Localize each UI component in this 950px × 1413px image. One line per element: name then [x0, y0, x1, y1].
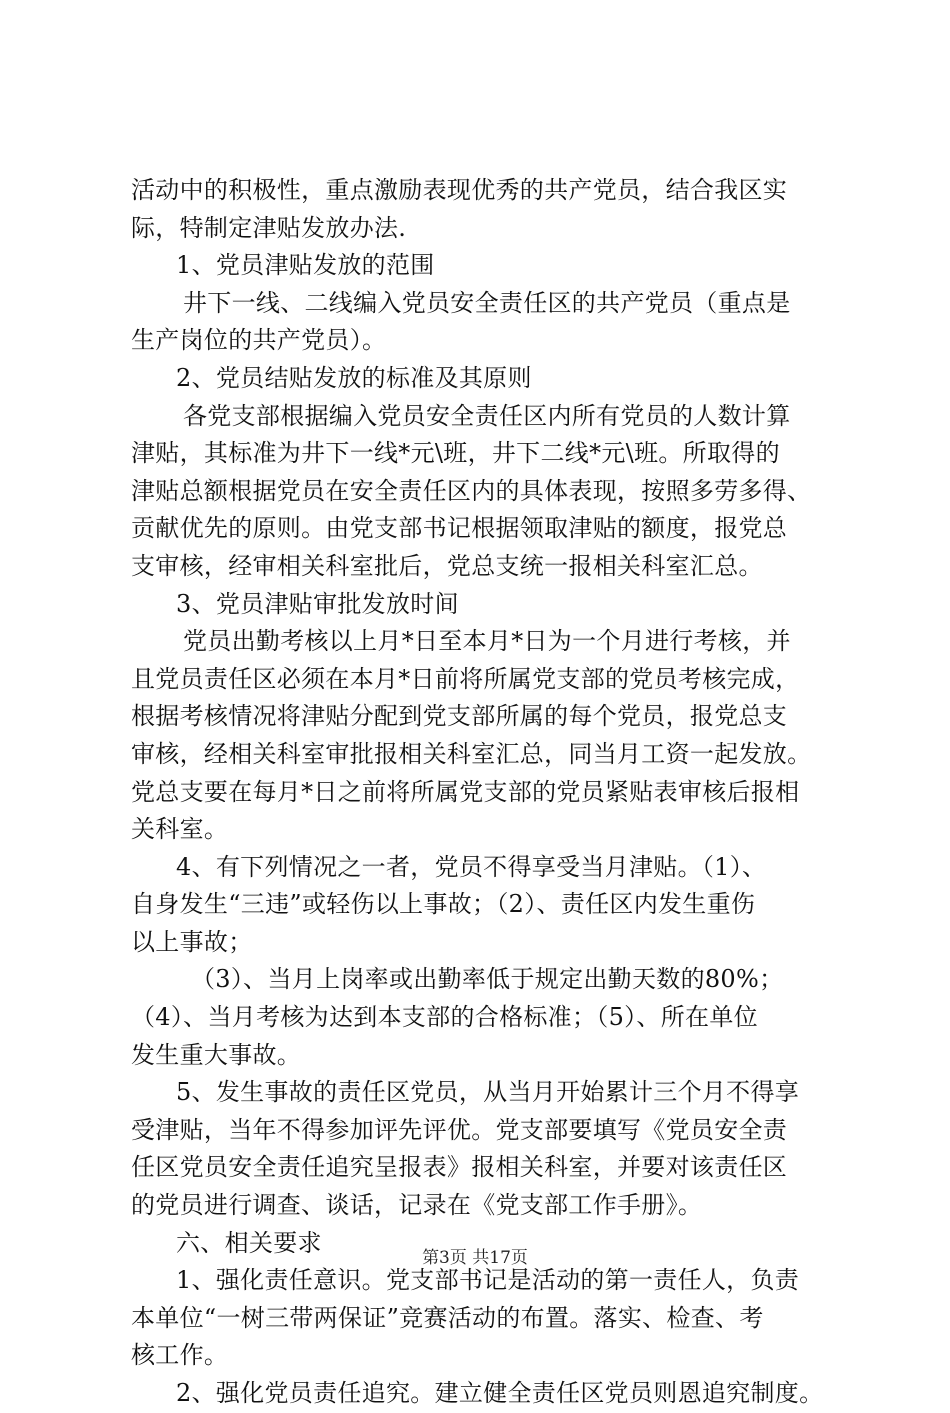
text-line: 核工作。	[131, 1341, 229, 1370]
section-heading: 1、党员津贴发放的范围	[176, 251, 435, 280]
text-line: 贡献优先的原则。由党支部书记根据领取津贴的额度，报党总	[131, 514, 788, 543]
text-line: 党总支要在每月*日之前将所属党支部的党员紧贴表审核后报相	[131, 777, 800, 806]
text-line: 津贴总额根据党员在安全责任区内的具体表现，按照多劳多得、	[131, 476, 812, 505]
text-line: 津贴，其标准为井下一线*元\班，井下二线*元\班。所取得的	[131, 439, 780, 468]
text-line: 的党员进行调查、谈话，记录在《党支部工作手册》。	[131, 1191, 703, 1220]
text-line: 党员出勤考核以上月*日至本月*日为一个月进行考核，并	[183, 627, 791, 656]
text-line: 5、发生事故的责任区党员，从当月开始累计三个月不得享	[176, 1078, 800, 1107]
text-line: 本单位“一树三带两保证”竞赛活动的布置。落实、检查、考	[131, 1303, 764, 1332]
text-line: 根据考核情况将津贴分配到党支部所属的每个党员，报党总支	[131, 702, 788, 731]
text-line: 自身发生“三违”或轻伤以上事故；（2）、责任区内发生重伤	[131, 890, 756, 919]
text-line: 受津贴，当年不得参加评先评优。党支部要填写《党员安全责	[131, 1115, 788, 1144]
text-line: （3）、当月上岗率或出勤率低于规定出勤天数的80%；	[191, 965, 784, 994]
text-line: 发生重大事故。	[131, 1040, 302, 1069]
section-heading: 3、党员津贴审批发放时间	[176, 589, 459, 618]
text-line: 井下一线、二线编入党员安全责任区的共产党员（重点是	[183, 288, 791, 317]
text-line: 任区党员安全责任追究呈报表》报相关科室，并要对该责任区	[131, 1153, 788, 1182]
text-line: 且党员责任区必须在本月*日前将所属党支部的党员考核完成，	[131, 664, 800, 693]
text-line: 支审核，经审相关科室批后，党总支统一报相关科室汇总。	[131, 551, 763, 580]
text-line: 1、强化责任意识。党支部书记是活动的第一责任人，负责	[176, 1266, 800, 1295]
section-heading: 2、党员结贴发放的标准及其原则	[176, 363, 532, 392]
text-line: 各党支部根据编入党员安全责任区内所有党员的人数计算	[183, 401, 791, 430]
text-line: 生产岗位的共产党员）。	[131, 326, 387, 355]
text-line: 2、强化党员责任追究。建立健全责任区党员则恩追究制度。	[176, 1379, 824, 1407]
text-line: 以上事故；	[131, 927, 253, 956]
text-line: （4）、当月考核为达到本支部的合格标准；（5）、所在单位	[131, 1003, 758, 1032]
page-number-footer: 第3页 共17页	[422, 1248, 528, 1268]
text-line: 关科室。	[131, 815, 229, 844]
text-line: 4、有下列情况之一者，党员不得享受当月津贴。（1）、	[176, 852, 767, 881]
text-line: 活动中的积极性，重点激励表现优秀的共产党员，结合我区实	[131, 176, 788, 204]
text-line: 际，特制定津贴发放办法.	[131, 213, 407, 242]
section-heading: 六、相关要求	[176, 1228, 322, 1257]
document-body	[131, 172, 841, 1413]
text-line: 审核，经相关科室审批报相关科室汇总，同当月工资一起发放。	[131, 739, 812, 768]
